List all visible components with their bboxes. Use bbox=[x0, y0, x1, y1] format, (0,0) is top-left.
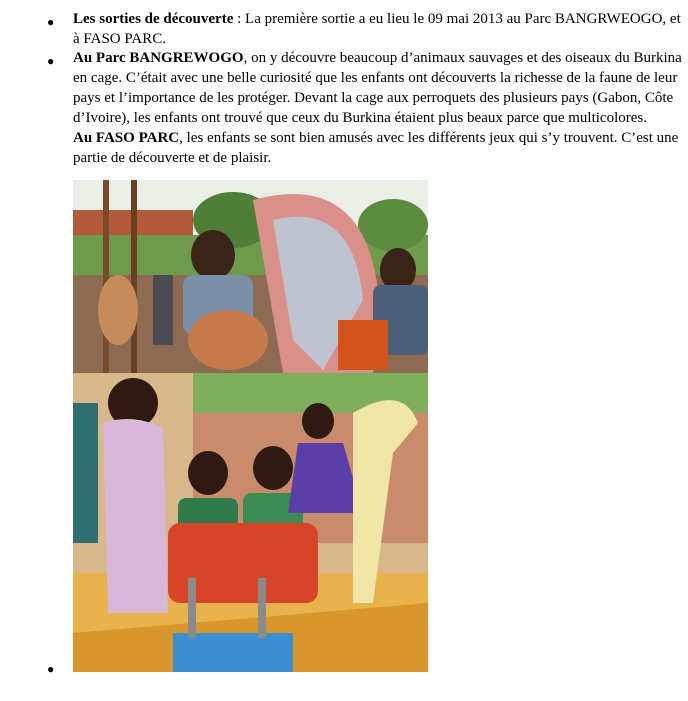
bullet-marker: ● bbox=[47, 662, 55, 676]
bullet-marker: ● bbox=[47, 54, 55, 68]
heading-sorties: Les sorties de découverte bbox=[73, 11, 234, 27]
carousel-photo-2 bbox=[73, 373, 428, 672]
text-sorties: : La première sortie a eu lieu le 09 mai 2013 au Parc BANGRWEOGO, et à FASO PARC. bbox=[73, 11, 681, 47]
paragraph-sorties bbox=[73, 9, 683, 49]
text-faso-parc: , les enfants se sont bien amusés avec les différents jeux qui s’y trouvent. C’est une partie de découverte et de plaisir. bbox=[73, 130, 679, 166]
heading-bangrewogo: Au Parc BANGREWOGO bbox=[73, 50, 244, 66]
heading-faso-parc: Au FASO PARC bbox=[73, 130, 180, 146]
text-bangrewogo: , on y découvre beaucoup d’animaux sauvages et des oiseaux du Burkina en cage. C’était avec une belle curiosité que les enfants ont découverts la richesse de la faune de leur pays et l’importance de les protéger. Devant la cage aux perroquets des plusieurs pays (Gabon, Côte d’Ivoire), les enfants ont trouvé que ceux du Burkina étaient plus beaux parce que multicolores. bbox=[73, 50, 682, 126]
paragraph-bangrewogo bbox=[73, 48, 683, 168]
bullet-marker: ● bbox=[47, 15, 55, 29]
carousel-photo-1 bbox=[73, 180, 428, 373]
